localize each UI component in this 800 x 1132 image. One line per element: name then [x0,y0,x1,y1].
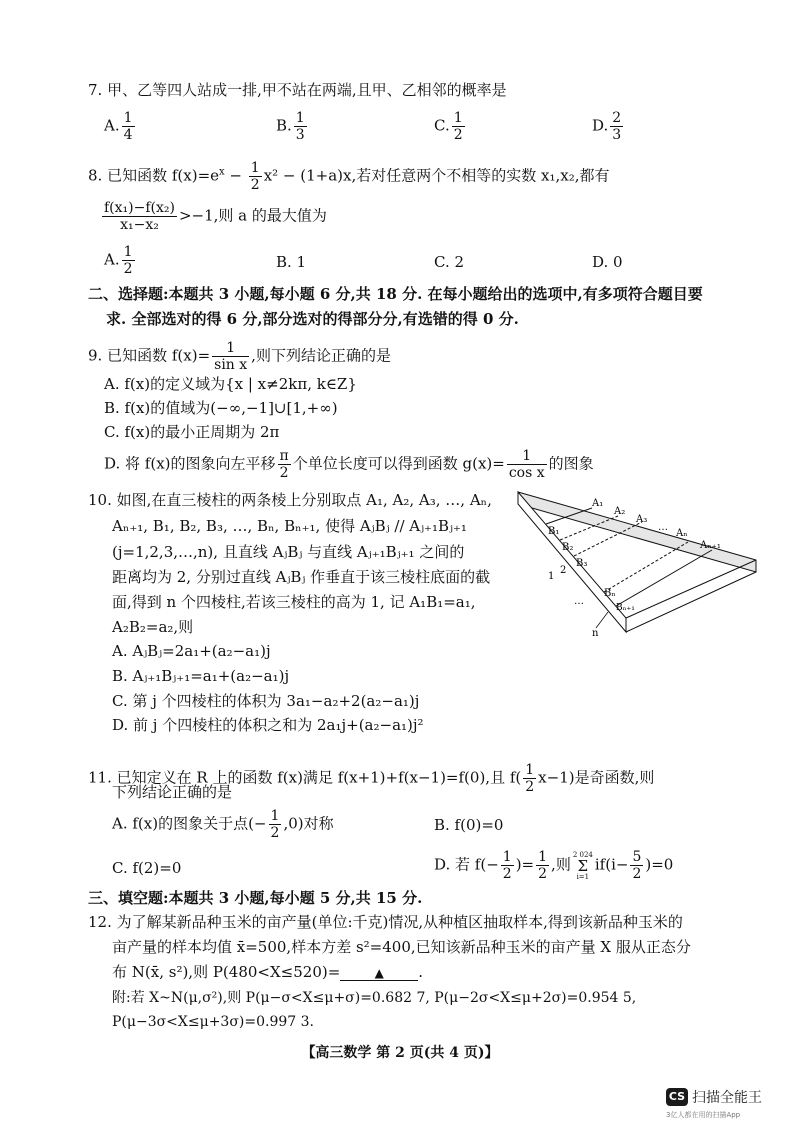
prism-bottom-edge-lower [626,572,756,632]
label-a1: A₁ [592,498,604,509]
q8-cond-tail: >−1,则 a 的最大值为 [178,206,327,225]
q7-option-d-letter: D. [592,116,609,135]
q8-stem-b: − [224,166,247,185]
label-n: n [592,628,599,639]
q7-option-b-den: 3 [295,127,305,143]
q10-prism-figure [508,486,788,646]
q7-option-b-num: 1 [295,110,305,126]
q11-option-d-den3: 2 [632,866,642,882]
q10-option-d: D. 前 j 个四棱柱的体积之和为 2a₁j+(a₂−a₁)j² [112,716,424,734]
label-bn: Bₙ [604,588,616,599]
q12-line3a: 布 N(x̄, s²),则 P(480<X≤520)= [112,963,341,981]
q9-option-d-den: 2 [279,465,289,481]
label-dots-top: … [658,522,668,533]
label-dots-side: … [574,596,584,607]
q7-option-b-letter: B. [276,116,292,135]
q9-option-d-a: D. 将 f(x)的图象向左平移 [104,454,276,473]
section-line-n1 [616,550,712,606]
section2-heading-line2: 求. 全部选对的得 6 分,部分选对的得部分分,有选错的得 0 分. [106,310,519,328]
q11-option-c: C. f(2)=0 [112,859,182,877]
q9-stem-b: ,则下列结论正确的是 [251,346,391,365]
q7-stem: 7. 甲、乙等四人站成一排,甲不站在两端,且甲、乙相邻的概率是 [88,81,507,99]
q11-option-a [112,808,334,841]
q11-stem-num: 1 [525,762,535,778]
q11-stem-line2: 下列结论正确的是 [112,783,233,801]
q10-stem-line2: Aₙ₊₁, B₁, B₂, B₃, …, Bₙ, Bₙ₊₁, 使得 AⱼBⱼ // Aⱼ₊₁Bⱼ₊₁ [112,517,467,535]
q10-stem-line5: 面,得到 n 个四棱柱,若该三棱柱的高为 1, 记 A₁B₁=a₁, [112,593,476,611]
q11-option-d-e: )=0 [645,855,674,874]
q9-option-b: B. f(x)的值域为(−∞,−1]∪[1,+∞) [104,399,338,417]
q11-stem-a: 11. 已知定义在 R 上的函数 f(x)满足 f(x+1)+f(x−1)=f(0),且 f( [88,768,522,787]
q8-option-b: B. 1 [276,253,307,271]
q9-option-d-b: 个单位长度可以得到函数 g(x)= [292,454,505,473]
q7-option-c-den: 2 [453,127,463,143]
q9-stem-num: 1 [212,340,249,357]
label-two: 2 [560,565,567,576]
q11-option-d-d: if(i− [594,855,629,874]
q12-line1: 12. 为了解某新品种玉米的亩产量(单位:千克)情况,从种植区抽取样本,得到该新品种玉米的 [88,913,683,931]
q9-stem-den: sin x [214,357,248,373]
q8-cond-den: x₁−x₂ [120,217,159,233]
q10-stem-line1: 10. 如图,在直三棱柱的两条棱上分别取点 A₁, A₂, A₃, …, Aₙ, [88,491,492,509]
q8-condition [100,200,327,233]
q11-option-d-num2: 1 [538,849,548,865]
q12-line2: 亩产量的样本均值 x̄=500,样本方差 s²=400,已知该新品种玉米的亩产量 X 服从正态分 [112,938,691,956]
q11-option-d-a: D. 若 f(− [434,855,499,874]
q7-option-d [592,110,625,143]
q8-option-c: C. 2 [434,253,465,271]
q8-option-a-letter: A. [104,250,120,269]
q7-option-a [104,110,137,143]
q7-option-c-num: 1 [453,110,463,126]
q11-stem-b: x−1)是奇函数,则 [538,768,655,787]
q11-option-d-b: )= [515,855,535,874]
q7-option-d-num: 2 [612,110,622,126]
q11-stem-den: 2 [525,779,535,795]
q11-option-d-den: 2 [502,866,512,882]
label-b2: B₂ [562,542,574,553]
section3-heading: 三、填空题:本题共 3 小题,每小题 5 分,共 15 分. [88,889,423,907]
section-line-n [604,542,688,592]
q8-option-d: D. 0 [592,253,623,271]
q10-stem-line4: 距离均为 2, 分别过直线 AⱼBⱼ 作垂直于该三棱柱底面的截 [112,568,491,586]
q8-option-a-num: 1 [123,244,133,260]
scanner-logo-icon: CS [666,1088,688,1106]
q11-sum-symbol [573,851,593,881]
q12-appendix-line2: P(μ−3σ<X≤μ+3σ)=0.997 3. [112,1014,314,1030]
q9-stem-a: 9. 已知函数 f(x)= [88,346,211,365]
label-b3: B₃ [576,558,588,569]
q8-stem [88,160,610,193]
q7-option-b [276,110,309,143]
q11-sum-top: 2 024 [572,850,593,859]
q9-option-d-num2: 1 [507,448,547,465]
scanner-watermark [666,1086,786,1126]
q11-option-d-num3: 5 [632,849,642,865]
q9-option-d [104,448,594,481]
label-one: 1 [548,571,555,582]
section2-heading-line1: 二、选择题:本题共 3 小题,每小题 6 分,共 18 分. 在每小题给出的选项中,有多项符合题目要 [88,285,703,303]
q11-sum-bottom: i=1 [576,872,590,881]
q10-stem-line6: A₂B₂=a₂,则 [112,618,194,636]
scanner-name: 扫描全能王 [692,1090,762,1106]
q11-sum-sigma: Σ [577,856,589,875]
q11-option-a-a: A. f(x)的图象关于点(− [112,814,267,833]
label-an1: Aₙ₊₁ [700,540,721,551]
q11-option-a-num: 1 [270,808,280,824]
q12-answer-blank[interactable]: ▲ [340,966,418,981]
q8-stem-a: 8. 已知函数 f(x)=e [88,166,220,185]
q8-cond-num: f(x₁)−f(x₂) [104,200,175,216]
q12-appendix-line1: 附:若 X~N(μ,σ²),则 P(μ−σ<X≤μ+σ)=0.682 7, P(μ−2σ<X≤μ+2σ)=0.954 5, [112,990,637,1006]
q10-option-c: C. 第 j 个四棱柱的体积为 3a₁−a₂+2(a₂−a₁)j [112,692,420,710]
q11-option-d-den2: 2 [538,866,548,882]
q11-option-d [434,849,673,882]
q7-option-c [434,110,467,143]
q9-option-c: C. f(x)的最小正周期为 2π [104,423,280,441]
q11-option-b: B. f(0)=0 [434,816,504,834]
q7-option-a-den: 4 [123,127,133,143]
q10-option-a: A. AⱼBⱼ=2a₁+(a₂−a₁)j [112,642,271,660]
q11-option-d-num: 1 [502,849,512,865]
label-bn1: Bₙ₊₁ [616,603,635,613]
q9-option-a: A. f(x)的定义域为{x | x≠2kπ, k∈Z} [104,375,357,393]
q12-line3b: . [418,963,424,981]
label-an: Aₙ [676,528,688,539]
scanner-tagline: 3亿人都在用的扫描App [666,1111,741,1119]
q8-stem-c: x² − (1+a)x,若对任意两个不相等的实数 x₁,x₂,都有 [263,166,610,185]
q11-option-d-c: ,则 [551,855,571,874]
q7-option-c-letter: C. [434,116,450,135]
page-footer: 【高三数学 第 2 页(共 4 页)】 [301,1045,499,1061]
q9-option-d-den2: cos x [508,465,545,481]
q9-option-d-num: π [279,448,289,464]
q7-option-a-num: 1 [123,110,133,126]
q7-option-a-letter: A. [104,116,120,135]
q9-option-d-c: 的图象 [548,454,594,473]
q8-stem-frac-num: 1 [250,160,260,176]
q9-stem [88,340,391,373]
q11-option-a-den: 2 [270,825,280,841]
q8-option-a-den: 2 [123,261,133,277]
q7-option-d-den: 3 [612,127,622,143]
q11-option-a-b: ,0)对称 [283,814,334,833]
q10-stem-line3: (j=1,2,3,…,n), 且直线 AⱼBⱼ 与直线 Aⱼ₊₁Bⱼ₊₁ 之间的 [112,543,465,561]
q8-option-a [104,244,137,277]
q10-option-b: B. Aⱼ₊₁Bⱼ₊₁=a₁+(a₂−a₁)j [112,667,290,685]
q8-stem-sup: x [219,166,225,178]
label-n-pointer [596,612,608,628]
label-b1: B₁ [548,526,560,537]
label-a2: A₂ [614,506,626,517]
q12-line3 [112,962,423,982]
label-a3: A₃ [636,514,648,525]
q8-stem-frac-den: 2 [250,177,260,193]
